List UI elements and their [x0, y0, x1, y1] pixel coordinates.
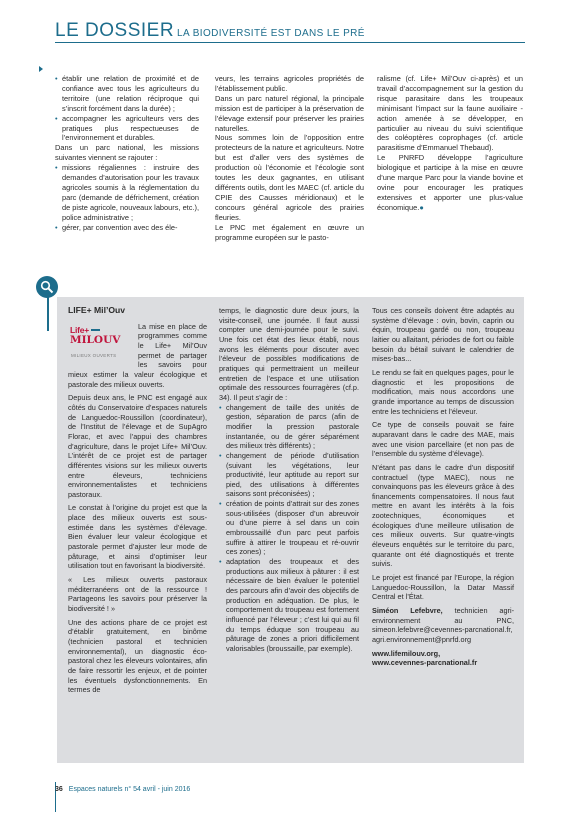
paragraph — [377, 153, 523, 212]
life-milouv-logo — [68, 322, 132, 362]
paragraph: Ce type de conseils pouvait se faire auparavant dans le cadre des MAE, mais avec une vision parcellaire (et non pas de l’ensemble du système d’élevage). — [372, 420, 514, 459]
paragraph: Nous sommes loin de l’opposition entre protecteurs de la nature et agriculteurs. Notre but est d’aller vers des systèmes de production où l’économie et l’écologie sont toutes les deux gagnantes, en utilisant différents outils, dont les MAEC (cf. article du CPIE des Causses méridionaux) et le concours général agricole des prairies fleuries. — [215, 133, 364, 222]
logo-top-text: Life+ — [70, 326, 100, 336]
bullet-paragraph: • adaptation des troupeaux et des productions aux milieux à pâturer : il est nécessaire de bien évaluer le potentiel des parcours afin d’avoir des objectifs de production en adéquation. De plus, le comportement du troupeau est fortement influencé par l’éleveur ; c’est lui qui au fil du temps éduque son troupeau au pâturage de zones a priori difficilement valorisables (broussaille, par exemple). — [219, 557, 359, 654]
logo-sub-text: MILIEUX OUVERTS — [71, 352, 117, 358]
paragraph: Le constat à l’origine du projet est que la place des milieux ouverts est sous-estimée dans les systèmes d’élevage. Bien évaluer leur valeur écologique et pastorale permet d’ajuster leur mode de pâturage, et ainsi d’optimiser leur utilisation tout en favorisant la biodiversité. — [68, 503, 207, 571]
article-column-3 — [377, 74, 523, 213]
paragraph: Le rendu se fait en quelques pages, pour le diagnostic et les propositions de modification, mais nous accordons une grande importance au temps de discussion entre les techniciens et l’éleveur. — [372, 367, 514, 416]
bullet-paragraph: • changement de taille des unités de gestion, séparation de parcs (afin de modifier la pression pastorale instantanée, ou de gérer séparément des milieux très différents) ; — [219, 403, 359, 451]
bullet-paragraph: • missions régaliennes : instruire des demandes d’autorisation pour les travaux agricoles soumis à la réglementation du parc (demande de défrichement, création de piste agricole, nouveaux labours, etc.), police administrative ; — [55, 163, 199, 222]
section-title-main: LE DOSSIER — [55, 20, 175, 41]
logo-main-text: MILOUV — [70, 333, 121, 346]
paragraph: Dans un parc national, les missions suivantes viennent se rajouter : — [55, 143, 199, 163]
section-title — [55, 20, 365, 42]
section-subtitle: LA BIODIVERSITÉ EST DANS LE PRÉ — [177, 28, 365, 39]
box-column-2 — [219, 306, 359, 654]
article-column-2 — [215, 74, 364, 242]
paragraph: Une des actions phare de ce projet est d’établir gratuitement, en binôme (technicien pastoral et technicien environnemental), un diagnostic éco-pastoral chez les éleveurs volontaires, afin de faire ressortir les enjeux, et de pointer les éventuels dysfonctionnements. En termes de — [68, 617, 207, 695]
box-column-1 — [68, 306, 207, 695]
box-title: LIFE+ Mil’Ouv — [68, 305, 126, 315]
bullet-paragraph: • accompagner les agriculteurs vers des pratiques plus respectueuses de l’environnement et durables. — [55, 114, 199, 144]
header-rule — [55, 42, 525, 43]
link-cevennes[interactable]: www.cevennes-parcnational.fr — [372, 658, 478, 668]
quote: « Les milieux ouverts pastoraux méditerranéens ont de la ressource ! Partageons les savoirs pour préserver la biodiversité ! » — [68, 575, 207, 614]
author-name: Siméon Lefebvre, — [372, 606, 443, 616]
paragraph: Depuis deux ans, le PNC est engagé aux côtés du Conservatoire d’espaces naturels de Languedoc-Roussillon (coordinateur), de l’Institut de l’élevage et de SupAgro Florac, et avec l’appui des chambres d’agriculture, dans le projet Life+ Mil’Ouv. L’intérêt de ce projet est de partager différentes visions sur les milieux ouverts entre éleveurs, techniciens environnementalistes et techniciens pastoraux. — [68, 393, 207, 499]
paragraph: Dans un parc naturel régional, la principale mission est de participer à la préservation de l’élevage extensif pour préserver les prairies naturelles. — [215, 93, 364, 133]
bullet-paragraph: • création de points d’attrait sur des zones sous-utilisées (disposer d’un abreuvoir ou d’une pierre à sel dans un coin embroussaillé d’un parc peut parfois suffire à attirer le troupeau et ré-ouvrir ces zones) ; — [219, 499, 359, 557]
paragraph-text: Le PNRFD développe l’agriculture biologique et participe à la mise en œuvre d’une marque Parc pour la viande bovine et ovine pour encourager les pratiques extensives et apporter une plus-value économique. — [377, 153, 523, 212]
paragraph: La mise en place de programmes comme le Life+ Mil’Ouv permet de partager les savoirs pour mieux estimer la valeur écologique et pastorale des milieux ouverts. — [68, 321, 207, 389]
paragraph: ralisme (cf. Life+ Mil’Ouv ci-après) et un travail d’accompagnement sur la gestion du risque parasitaire dans les troupeaux minimisant l’impact sur la faune auxiliaire - action amenée à se développer, en particulier au niveau du suivi scientifique des coléoptères coprophages (cf. article parasitisme d’Emmanuel Thebaud). — [377, 74, 523, 153]
box-column-3 — [372, 306, 514, 668]
signature — [372, 606, 514, 645]
link-lifemilouv[interactable]: www.lifemilouv.org, — [372, 648, 441, 658]
bullet-paragraph: • changement de période d’utilisation (suivant les végétations, leur productivité, leur aptitude au report sur pied, des utilisations à différentes saisons sont préconisées) ; — [219, 451, 359, 499]
paragraph: temps, le diagnostic dure deux jours, la visite-conseil, une journée. Il faut aussi compter une demi-journée pour le suivi. Une fois cet état des lieux établi, nous avons les éléments pour discuter avec l’éleveur de possibles modifications de pratiques qui permettraient un meilleur entretien de l’espace et une utilisation optimale des ressources fourragères (cf.p. 34). Il peut s’agir de : — [219, 306, 359, 402]
end-mark-icon: ● — [419, 202, 424, 212]
paragraph: Tous ces conseils doivent être adaptés au système d’élevage : ovin, bovin, caprin ou équin, troupeau gardé ou non, troupeau laitier ou allaitant, périodes de fort ou faible besoin du bétail suivant le calendrier de mises-bas... — [372, 306, 514, 364]
issue-info: Espaces naturels n° 54 avril - juin 2016 — [68, 786, 191, 793]
paragraph: veurs, les terrains agricoles propriétés de l’établissement public. — [215, 74, 364, 93]
page-number: 36 — [55, 786, 63, 793]
footer — [55, 786, 190, 793]
section-marker-icon — [39, 66, 43, 72]
magnifier-icon — [36, 276, 58, 298]
paragraph: Le PNC met également en œuvre un programme européen sur le pasto- — [215, 222, 364, 242]
bullet-paragraph: • gérer, par convention avec des éle- — [55, 223, 199, 233]
paragraph: Le projet est financé par l’Europe, la région Languedoc-Roussillon, la Datar Massif Central et l’État. — [372, 573, 514, 602]
bullet-paragraph: • établir une relation de proximité et de confiance avec tous les agriculteurs du territoire (une relation réciproque qui s’inscrit forcément dans la durée) ; — [55, 74, 199, 114]
header — [55, 20, 525, 42]
article-column-1 — [55, 74, 199, 233]
paragraph: N’étant pas dans le cadre d’un dispositif contractuel (type MAEC), nous ne convainquons pas les éleveurs grâce à des financements compensatoires. Il nous faut mettre en avant les intérêts à la fois zootechniques, économiques et écologiques d’une meilleure utilisation de ces milieux ouverts. Sur quatre-vingts éleveurs enquêtés sur le territoire du parc, quarante ont été diagnostiqués et trente suivis. — [372, 462, 514, 569]
author-details: technicien agri-environnement au PNC, simeon.lefebvre@cevennes-parcnational.fr, agri.environnement@pnrfd.org — [372, 606, 515, 644]
